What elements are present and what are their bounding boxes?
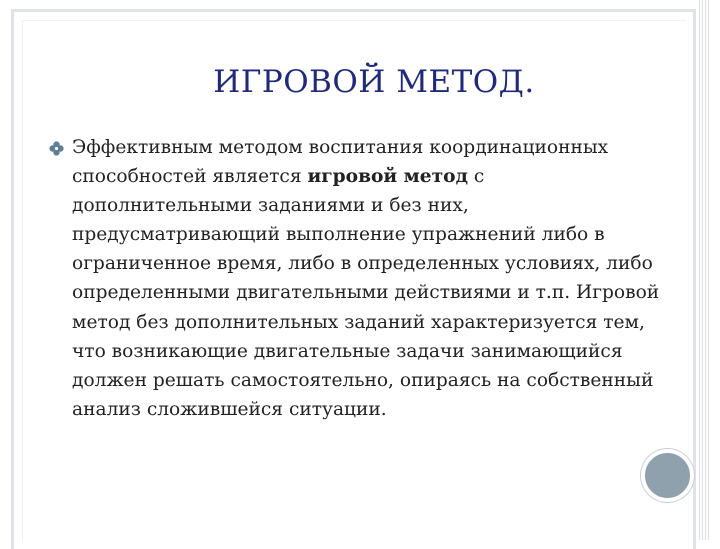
four-petal-bullet-icon bbox=[49, 141, 64, 156]
body-paragraph bbox=[72, 133, 662, 424]
paragraph-text-start: Эффективным методом воспитания координационных способностей является bbox=[72, 137, 609, 188]
paragraph-text-end: с дополнительными заданиями и без них, предусматривающий выполнение упражнений либо в ограниченное время, либо в определенных условиях, либо определенными двигательными действиями и т.п. Игровой метод без дополнительных заданий характеризуется тем, что возникающие двигательные задачи занимающийся должен решать самостоятельно, опираясь на собственный анализ сложившейся ситуации. bbox=[72, 166, 660, 420]
decorative-circle bbox=[641, 449, 694, 502]
paragraph-bold-term: игровой метод bbox=[307, 166, 468, 188]
slide-title: ИГРОВОЙ МЕТОД. bbox=[213, 64, 535, 100]
